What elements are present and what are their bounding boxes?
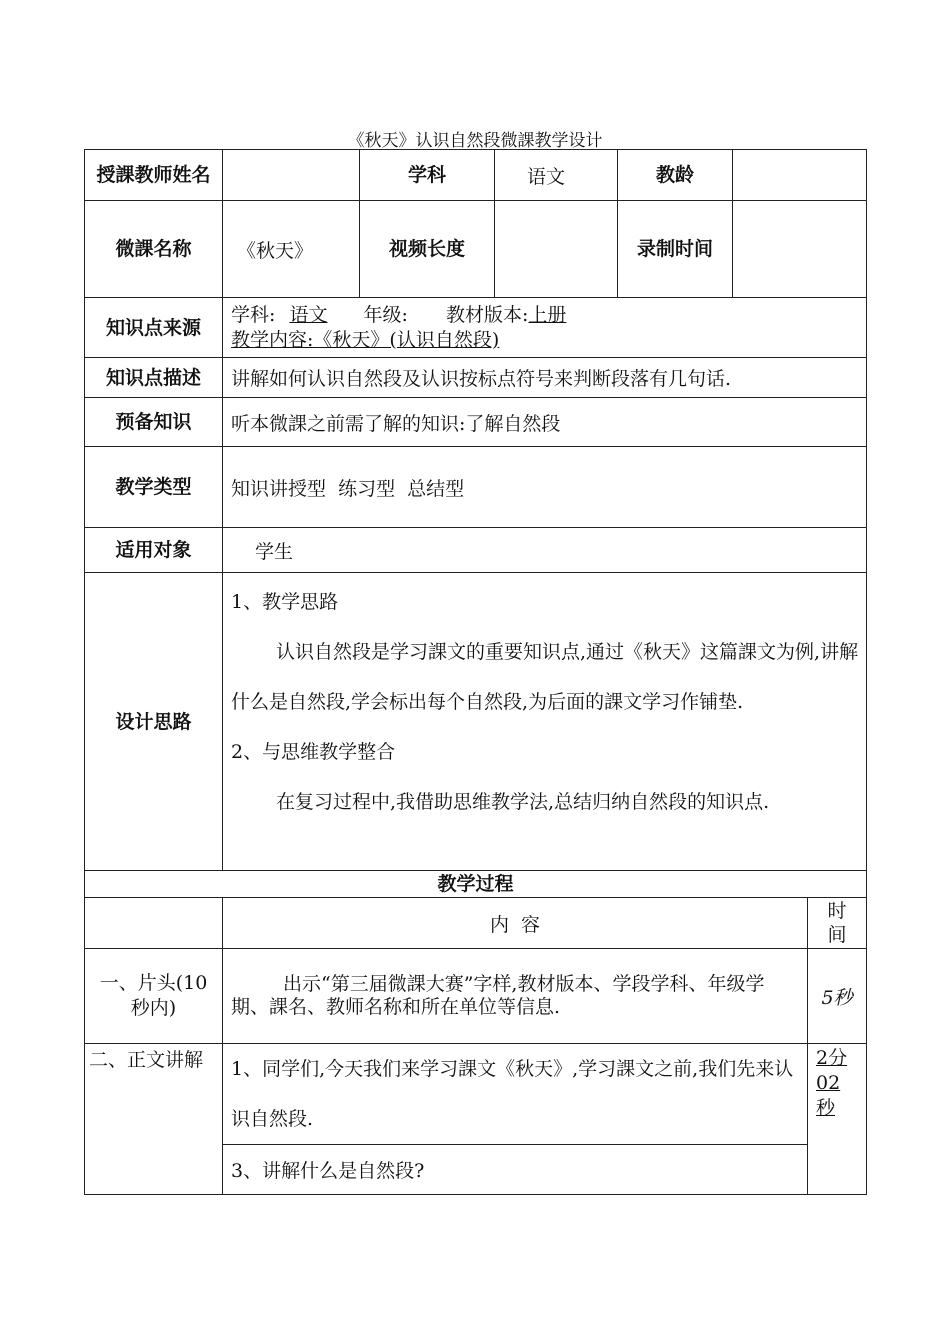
label-prior-knowledge: 预备知识 — [85, 398, 223, 447]
main-content-1: 1、同学们,今天我们来学习課文《秋天》,学习課文之前,我们先来认识自然段. — [223, 1044, 808, 1145]
video-length-value — [495, 201, 618, 298]
label-age: 教龄 — [618, 150, 733, 201]
course-name-value: 《秋天》 — [223, 201, 360, 298]
source-grade-label: 年级: — [363, 303, 408, 326]
label-video-length: 视频长度 — [360, 201, 495, 298]
time-header: 时间 — [808, 898, 867, 949]
label-course-name: 微課名称 — [85, 201, 223, 298]
source-edition-label: 教材版本: — [445, 303, 529, 326]
design-paragraph-1: 认识自然段是学习課文的重要知识点,通过《秋天》这篇課文为例,讲解什么是自然段,学会标出每个自然段,为后面的課文学习作铺垫. — [231, 641, 859, 713]
design-paragraph-2: 在复习过程中,我借助思维教学法,总结归纳自然段的知识点. — [276, 791, 770, 813]
intro-time: 5秒 — [808, 949, 867, 1044]
label-record-time: 录制时间 — [618, 201, 733, 298]
description-value: 讲解如何认识自然段及认识按标点符号来判断段落有几句话. — [223, 358, 867, 398]
label-teacher: 授課教师姓名 — [85, 150, 223, 201]
source-line-1 — [231, 303, 866, 328]
source-content: 教学内容:《秋天》(认识自然段) — [231, 328, 500, 351]
audience-value: 学生 — [223, 528, 867, 573]
design-value — [223, 573, 867, 871]
source-subject: 语文 — [289, 303, 328, 326]
process-table — [84, 870, 867, 1195]
label-source: 知识点来源 — [85, 298, 223, 358]
course-info-table — [84, 149, 867, 871]
prior-knowledge-value: 听本微課之前需了解的知识:了解自然段 — [223, 398, 867, 447]
main-time: 2分02秒 — [808, 1044, 867, 1195]
label-audience: 适用对象 — [85, 528, 223, 573]
record-time-value — [733, 201, 867, 298]
source-subject-label: 学科: — [231, 303, 276, 326]
process-header: 教学过程 — [85, 871, 867, 898]
teacher-value — [223, 150, 360, 201]
stage-intro: 一、片头(10秒内) — [85, 949, 223, 1044]
source-value — [223, 298, 867, 358]
subject-value: 语文 — [495, 150, 618, 201]
document-title: 《秋天》认识自然段微課教学设计 — [347, 131, 603, 151]
stage-header-empty — [85, 898, 223, 949]
stage-main: 二、正文讲解 — [85, 1044, 223, 1195]
label-teaching-type: 教学类型 — [85, 447, 223, 528]
label-design: 设计思路 — [85, 573, 223, 871]
teaching-type-value: 知识讲授型 练习型 总结型 — [223, 447, 867, 528]
design-heading-2: 2、与思维教学整合 — [231, 741, 396, 763]
intro-content: 出示“第三届微課大赛”字样,教材版本、学段学科、年级学期、課名、教师名称和所在单位等信息. — [223, 949, 808, 1044]
main-content-2: 3、讲解什么是自然段? — [223, 1145, 808, 1195]
source-edition: 上册 — [528, 303, 567, 326]
design-heading-1: 1、教学思路 — [231, 591, 339, 613]
label-subject: 学科 — [360, 150, 495, 201]
content-header: 内 容 — [223, 898, 808, 949]
age-value — [733, 150, 867, 201]
label-description: 知识点描述 — [85, 358, 223, 398]
